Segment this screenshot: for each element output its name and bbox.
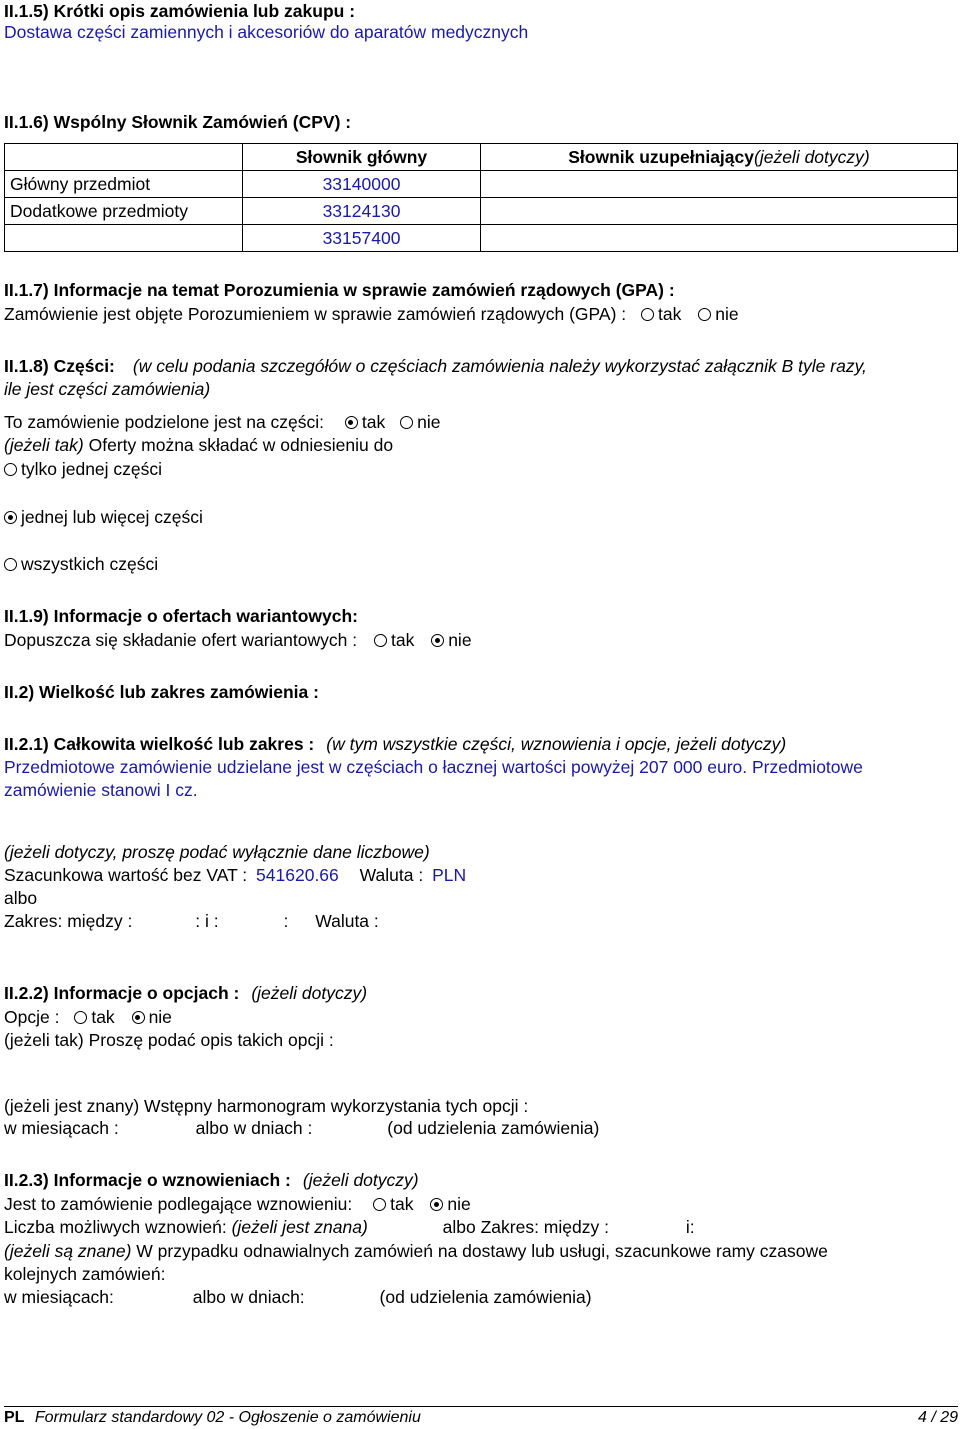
- gpa-question-line: [4, 303, 739, 325]
- cpv-code: 33124130: [243, 198, 481, 225]
- short-description: Dostawa części zamiennych i akcesoriów do aparatów medycznych: [4, 22, 529, 42]
- renewals-count-i: i:: [685, 1217, 695, 1237]
- range-colon-i: : i :: [195, 911, 219, 931]
- lots-no-radio[interactable]: [400, 416, 413, 429]
- options-yes-radio[interactable]: [74, 1011, 87, 1024]
- renewals-known-text: W przypadku odnawialnych zamówień na dostawy lub usługi, szacunkowe ramy czasowe: [136, 1241, 828, 1261]
- quantity-text-cont: zamówienie stanowi I cz.: [4, 780, 198, 800]
- lots-question-line: [4, 411, 441, 433]
- gpa-no-label: nie: [715, 304, 739, 324]
- table-cell: [481, 198, 958, 225]
- offers-one-label: tylko jednej części: [21, 459, 163, 479]
- options-desc: (jeżeli tak) Proszę podać opis takich opcji :: [4, 1030, 334, 1050]
- estimate-line: [4, 864, 466, 886]
- table-row: [5, 171, 958, 198]
- footer-lang: PL: [4, 1409, 25, 1426]
- gpa-yes-label: tak: [658, 304, 682, 324]
- table-cell: [481, 171, 958, 198]
- variants-question: Dopuszcza się składanie ofert wariantowych :: [4, 630, 358, 650]
- range-line: [4, 910, 379, 932]
- cpv-row-label: Dodatkowe przedmioty: [5, 198, 243, 225]
- cpv-table: [4, 143, 958, 252]
- quantity-text: Przedmiotowe zamówienie udzielane jest w częściach o łacznej wartości powyżej 207 000 euro. Przedmiotowe: [4, 757, 863, 777]
- table-row: [5, 225, 958, 252]
- renewals-heading-line: [4, 1169, 419, 1191]
- renewals-count-range: albo Zakres: między :: [442, 1217, 609, 1237]
- lots-question: To zamówienie podzielone jest na części:: [4, 412, 325, 432]
- cpv-row-label: [5, 225, 243, 252]
- section-heading-ii-1-5: II.1.5) Krótki opis zamówienia lub zakupu :: [4, 1, 356, 21]
- options-yes-label: tak: [91, 1007, 115, 1027]
- table-cell: [5, 144, 243, 171]
- gpa-yes-radio[interactable]: [641, 308, 654, 321]
- renewals-days: albo w dniach:: [192, 1287, 305, 1307]
- renewals-known-text-cont: kolejnych zamówień:: [4, 1264, 166, 1284]
- renewals-months: w miesiącach:: [4, 1287, 114, 1307]
- options-schedule: (jeżeli jest znany) Wstępny harmonogram wykorzystania tych opcji :: [4, 1096, 529, 1116]
- footer-row: [4, 1407, 958, 1429]
- cpv-code: 33140000: [243, 171, 481, 198]
- options-question: Opcje :: [4, 1007, 60, 1027]
- section-heading-ii-1-6: II.1.6) Wspólny Słownik Zamówień (CPV) :: [4, 112, 352, 132]
- options-days: albo w dniach :: [195, 1118, 313, 1138]
- renewals-no-radio[interactable]: [430, 1198, 443, 1211]
- variants-yes-label: tak: [390, 630, 415, 650]
- variants-no-radio[interactable]: [431, 634, 444, 647]
- page-footer: [4, 1406, 958, 1429]
- renewals-count-line: [4, 1216, 695, 1238]
- lots-heading-line: [4, 355, 867, 377]
- offers-many-radio[interactable]: [4, 511, 17, 524]
- offers-all-radio[interactable]: [4, 558, 17, 571]
- options-note: (jeżeli dotyczy): [251, 983, 368, 1003]
- cpv-row-label: Główny przedmiot: [5, 171, 243, 198]
- renewals-yes-label: tak: [390, 1194, 414, 1214]
- options-no-radio[interactable]: [132, 1011, 145, 1024]
- cpv-supp-header-bold: Słownik uzupełniający: [568, 146, 754, 167]
- section-heading-ii-2: II.2) Wielkość lub zakres zamówienia :: [4, 682, 319, 702]
- options-months: w miesiącach :: [4, 1118, 119, 1138]
- offers-all-line: [4, 553, 158, 575]
- or-text: albo: [4, 888, 38, 908]
- gpa-question: Zamówienie jest objęte Porozumieniem w sprawie zamówień rządowych (GPA) :: [4, 304, 627, 324]
- currency-label: Waluta :: [359, 865, 424, 885]
- range-colon: :: [283, 911, 289, 931]
- cpv-main-header: Słownik główny: [243, 144, 481, 171]
- offers-one-radio[interactable]: [4, 463, 17, 476]
- offers-cond: (jeżeli tak): [4, 435, 84, 455]
- lots-note-cont: ile jest części zamówienia): [4, 379, 211, 399]
- renewals-no-label: nie: [447, 1194, 471, 1214]
- estimate-label: Szacunkowa wartość bez VAT :: [4, 865, 248, 885]
- table-row: [5, 198, 958, 225]
- quantity-note2: (jeżeli dotyczy, proszę podać wyłącznie dane liczbowe): [4, 842, 430, 862]
- renewals-known-note: (jeżeli są znane): [4, 1241, 132, 1261]
- options-schedule-line: [4, 1117, 599, 1139]
- section-heading-ii-2-3: II.2.3) Informacje o wznowieniach :: [4, 1170, 291, 1190]
- quantity-heading-line: [4, 733, 786, 755]
- renewals-count-note: (jeżeli jest znana): [231, 1217, 368, 1237]
- offers-line: [4, 434, 393, 456]
- renewals-schedule-line: [4, 1286, 592, 1308]
- section-heading-ii-1-7: II.1.7) Informacje na temat Porozumienia w sprawie zamówień rządowych (GPA) :: [4, 280, 675, 300]
- lots-no-label: nie: [417, 412, 441, 432]
- quantity-note: (w tym wszystkie części, wznowienia i opcje, jeżeli dotyczy): [326, 734, 787, 754]
- cpv-supp-header-note: (jeżeli dotyczy): [754, 146, 870, 167]
- renewals-question: Jest to zamówienie podlegające wznowieniu:: [4, 1194, 353, 1214]
- footer-page-number: 4 / 29: [917, 1409, 958, 1426]
- renewals-known-line: [4, 1240, 828, 1262]
- variants-line: [4, 629, 472, 651]
- variants-no-label: nie: [448, 630, 472, 650]
- renewals-yes-radio[interactable]: [373, 1198, 386, 1211]
- renewals-count-label: Liczba możliwych wznowień:: [4, 1217, 227, 1237]
- currency-value: PLN: [432, 865, 467, 885]
- options-no-label: nie: [148, 1007, 172, 1027]
- options-line: [4, 1006, 172, 1028]
- lots-yes-radio[interactable]: [345, 416, 358, 429]
- cpv-code: 33157400: [243, 225, 481, 252]
- section-heading-ii-2-1: II.2.1) Całkowita wielkość lub zakres :: [4, 734, 315, 754]
- cpv-supp-header: [481, 144, 958, 171]
- footer-form-name: Formularz standardowy 02 - Ogłoszenie o zamówieniu: [34, 1409, 421, 1426]
- section-heading-ii-2-2: II.2.2) Informacje o opcjach :: [4, 983, 240, 1003]
- range-label: Zakres: między :: [4, 911, 133, 931]
- estimate-value: 541620.66: [256, 865, 339, 885]
- offers-many-label: jednej lub więcej części: [21, 507, 203, 527]
- lots-yes-label: tak: [361, 412, 386, 432]
- options-heading-line: [4, 982, 367, 1004]
- renewals-from: (od udzielenia zamówienia): [379, 1287, 592, 1307]
- section-heading-ii-1-8: II.1.8) Części:: [4, 356, 115, 376]
- range-currency: Waluta :: [315, 911, 379, 931]
- offers-many-line: [4, 506, 203, 528]
- offers-text: Oferty można składać w odniesieniu do: [88, 435, 394, 455]
- options-from: (od udzielenia zamówienia): [387, 1118, 600, 1138]
- gpa-no-radio[interactable]: [698, 308, 711, 321]
- table-cell: [481, 225, 958, 252]
- offers-all-label: wszystkich części: [21, 554, 159, 574]
- renewals-note: (jeżeli dotyczy): [302, 1170, 419, 1190]
- offers-one-line: [4, 458, 162, 480]
- section-heading-ii-1-9: II.1.9) Informacje o ofertach wariantowych:: [4, 606, 358, 626]
- renewals-line: [4, 1193, 471, 1215]
- lots-note: (w celu podania szczegółów o częściach zamówienia należy wykorzystać załącznik B tyle razy,: [132, 356, 867, 376]
- variants-yes-radio[interactable]: [374, 634, 387, 647]
- table-row: [5, 144, 958, 171]
